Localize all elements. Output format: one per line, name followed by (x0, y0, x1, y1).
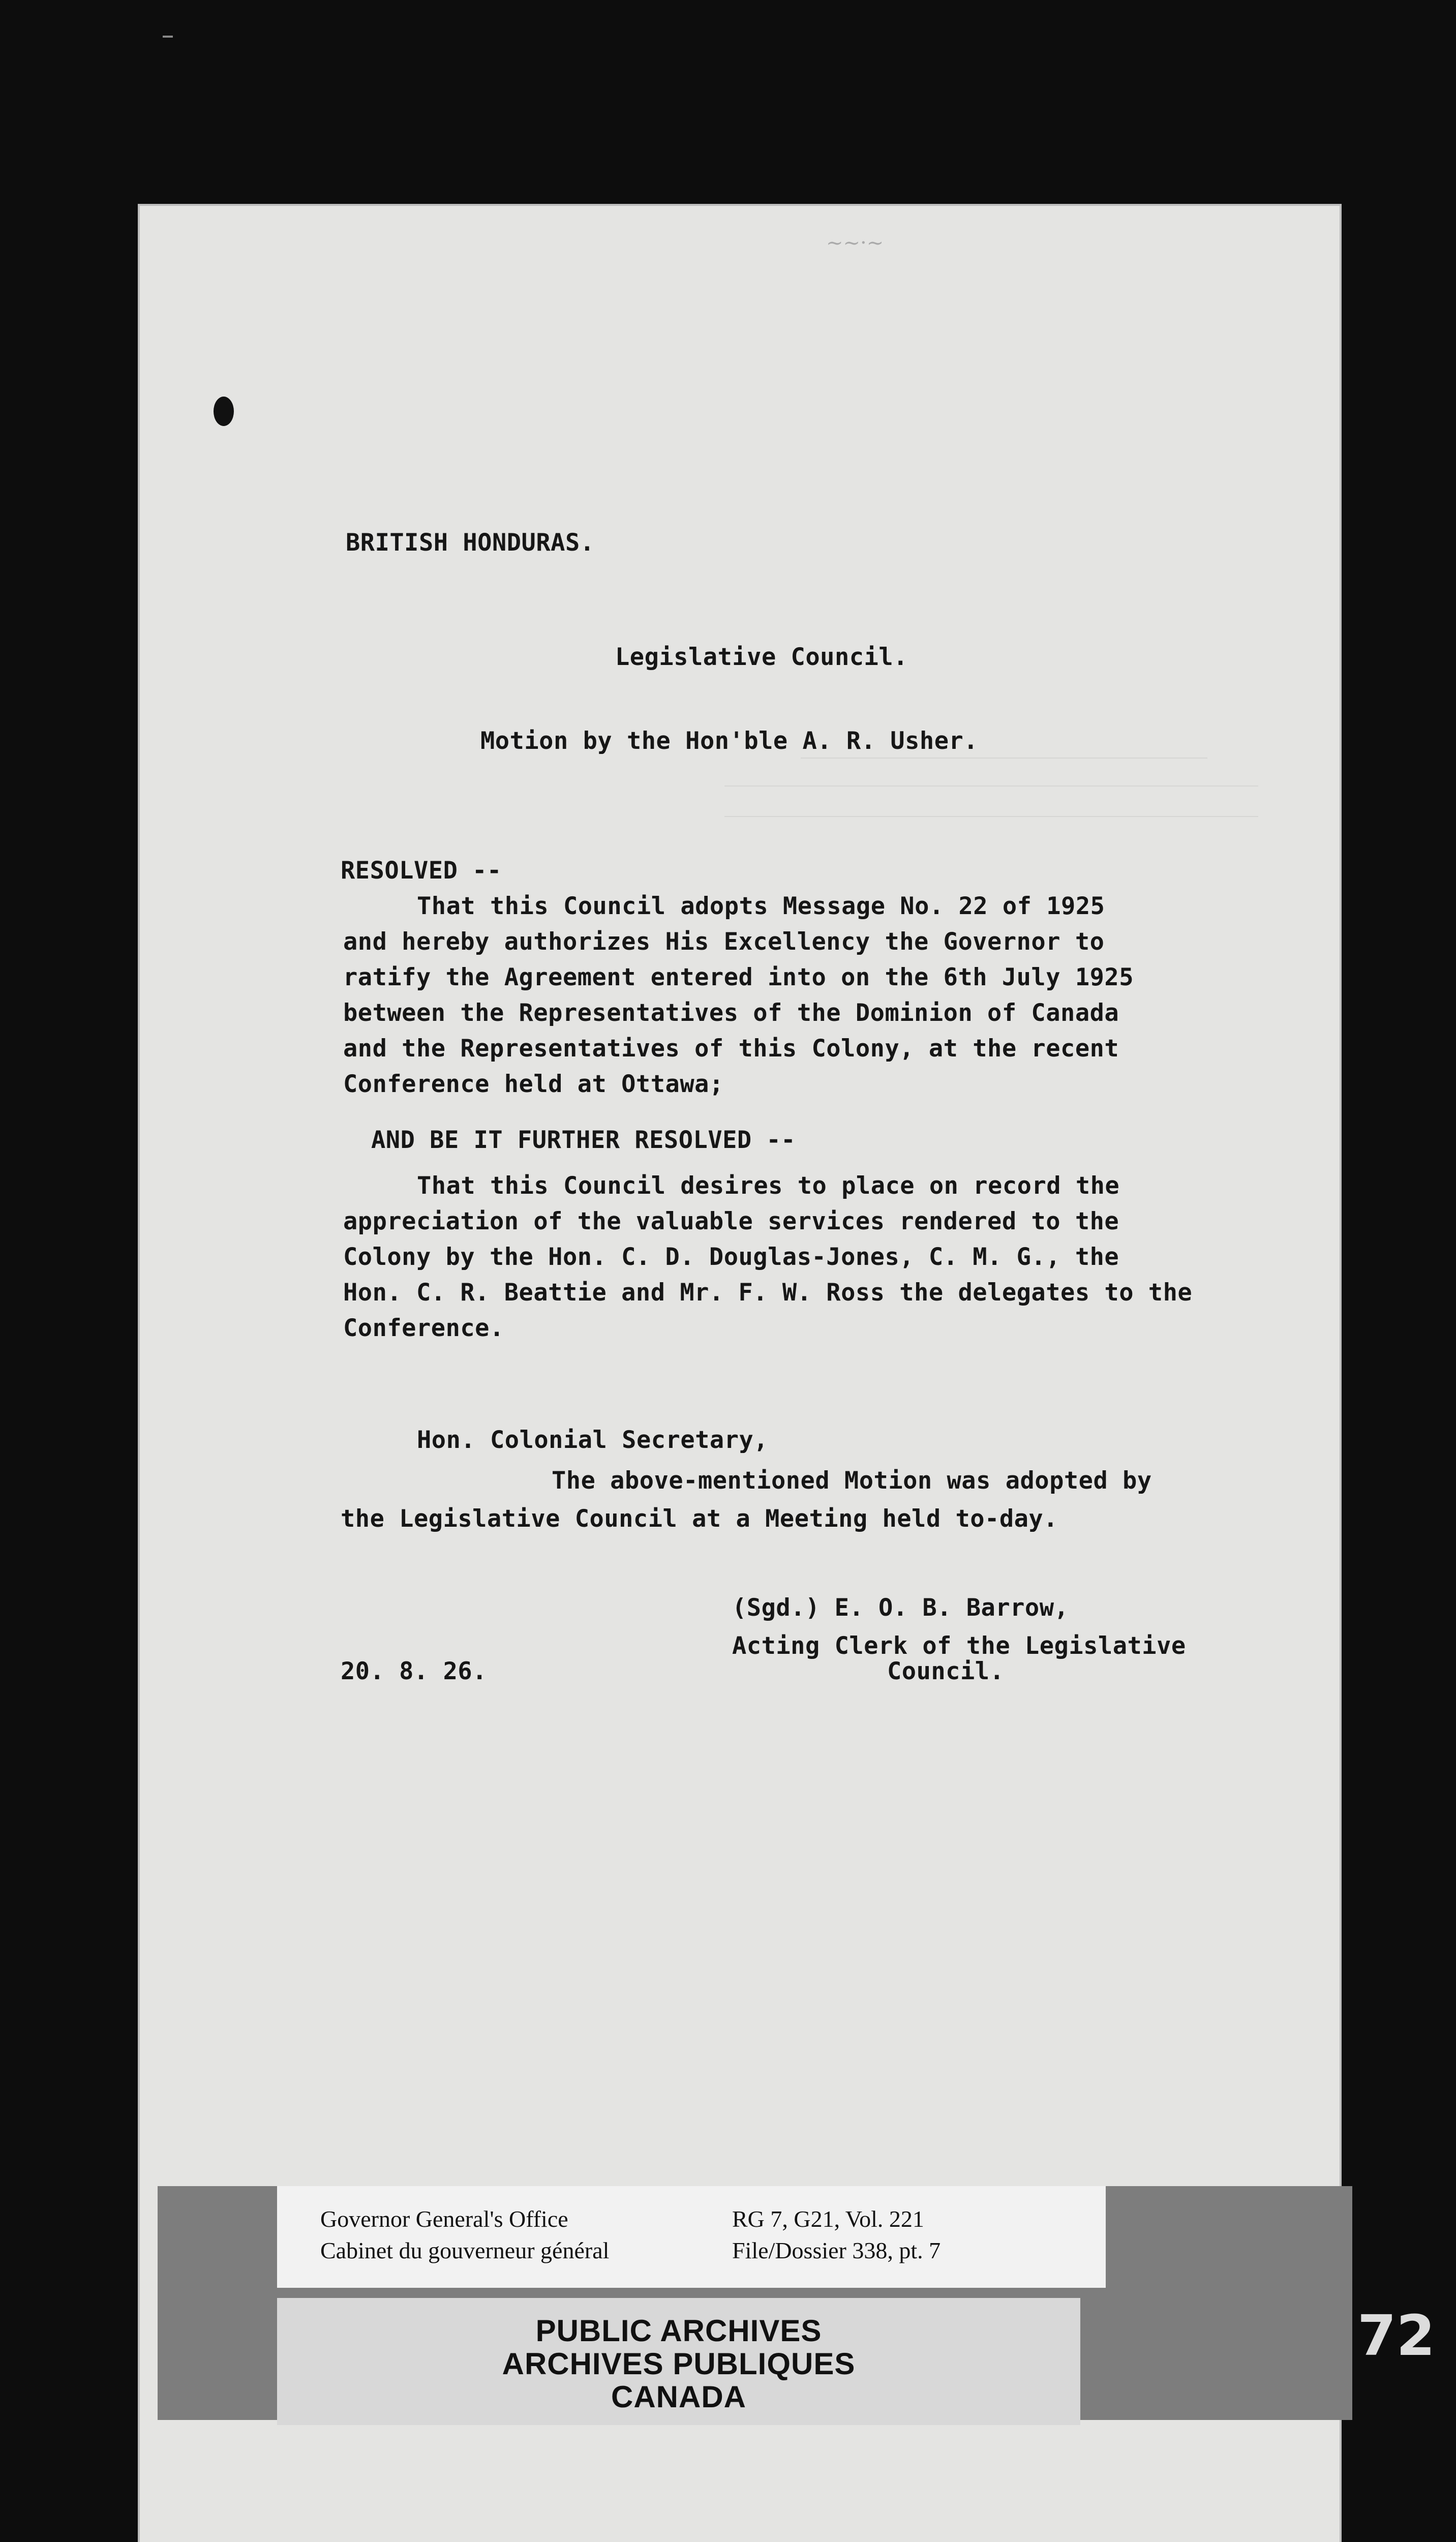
office-en: Governor General's Office (320, 2206, 568, 2232)
paragraph2-line: That this Council desires to place on record the (417, 1172, 1120, 1200)
adopted-line: the Legislative Council at a Meeting held to-day. (341, 1505, 1058, 1533)
file-reference: File/Dossier 338, pt. 7 (732, 2237, 941, 2263)
signature: (Sgd.) E. O. B. Barrow, (732, 1594, 1069, 1622)
bleed-through-line (724, 816, 1258, 817)
paragraph1-line: and the Representatives of this Colony, at the recent (343, 1035, 1119, 1063)
pencil-annotation: ~~·~ (826, 231, 884, 255)
paragraph1-line: That this Council adopts Message No. 22 of 1925 (417, 892, 1105, 920)
punch-hole (214, 397, 234, 426)
paragraph1-line: ratify the Agreement entered into on the 6th July 1925 (343, 963, 1134, 991)
colony-heading: BRITISH HONDURAS. (346, 529, 595, 557)
frame-number: 72 (1357, 2303, 1436, 2368)
signatory-title: Acting Clerk of the Legislative (732, 1632, 1186, 1660)
stamp-line: ARCHIVES PUBLIQUES (502, 2347, 856, 2381)
stamp-line: CANADA (611, 2380, 746, 2414)
paragraph2-line: Hon. C. R. Beattie and Mr. F. W. Ross the delegates to the (343, 1279, 1193, 1307)
signatory-title: Council. (887, 1657, 1005, 1685)
motion-line: Motion by the Hon'ble A. R. Usher. (480, 727, 979, 755)
resolved-heading: RESOLVED -- (341, 857, 502, 885)
council-title: Legislative Council. (615, 643, 908, 671)
paragraph2-line: Conference. (343, 1314, 504, 1342)
paragraph2-line: Colony by the Hon. C. D. Douglas-Jones, C. M. G., the (343, 1243, 1119, 1271)
paragraph1-line: between the Representatives of the Dominion of Canada (343, 999, 1119, 1027)
paragraph2-line: appreciation of the valuable services rendered to the (343, 1207, 1119, 1235)
archive-label (277, 2186, 1106, 2288)
stamp-line: PUBLIC ARCHIVES (535, 2314, 822, 2348)
record-group: RG 7, G21, Vol. 221 (732, 2206, 924, 2232)
bleed-through-line (724, 785, 1258, 786)
bleed-through-line (801, 758, 1207, 759)
archive-stamp (277, 2298, 1080, 2425)
paragraph1-line: and hereby authorizes His Excellency the Governor to (343, 928, 1105, 956)
film-mark (163, 36, 173, 38)
adopted-line: The above-mentioned Motion was adopted by (552, 1467, 1152, 1495)
document-date: 20. 8. 26. (341, 1657, 487, 1685)
addressee: Hon. Colonial Secretary, (417, 1426, 769, 1454)
paragraph1-line: Conference held at Ottawa; (343, 1070, 724, 1098)
further-resolved-heading: AND BE IT FURTHER RESOLVED -- (371, 1126, 796, 1154)
office-fr: Cabinet du gouverneur général (320, 2237, 610, 2263)
